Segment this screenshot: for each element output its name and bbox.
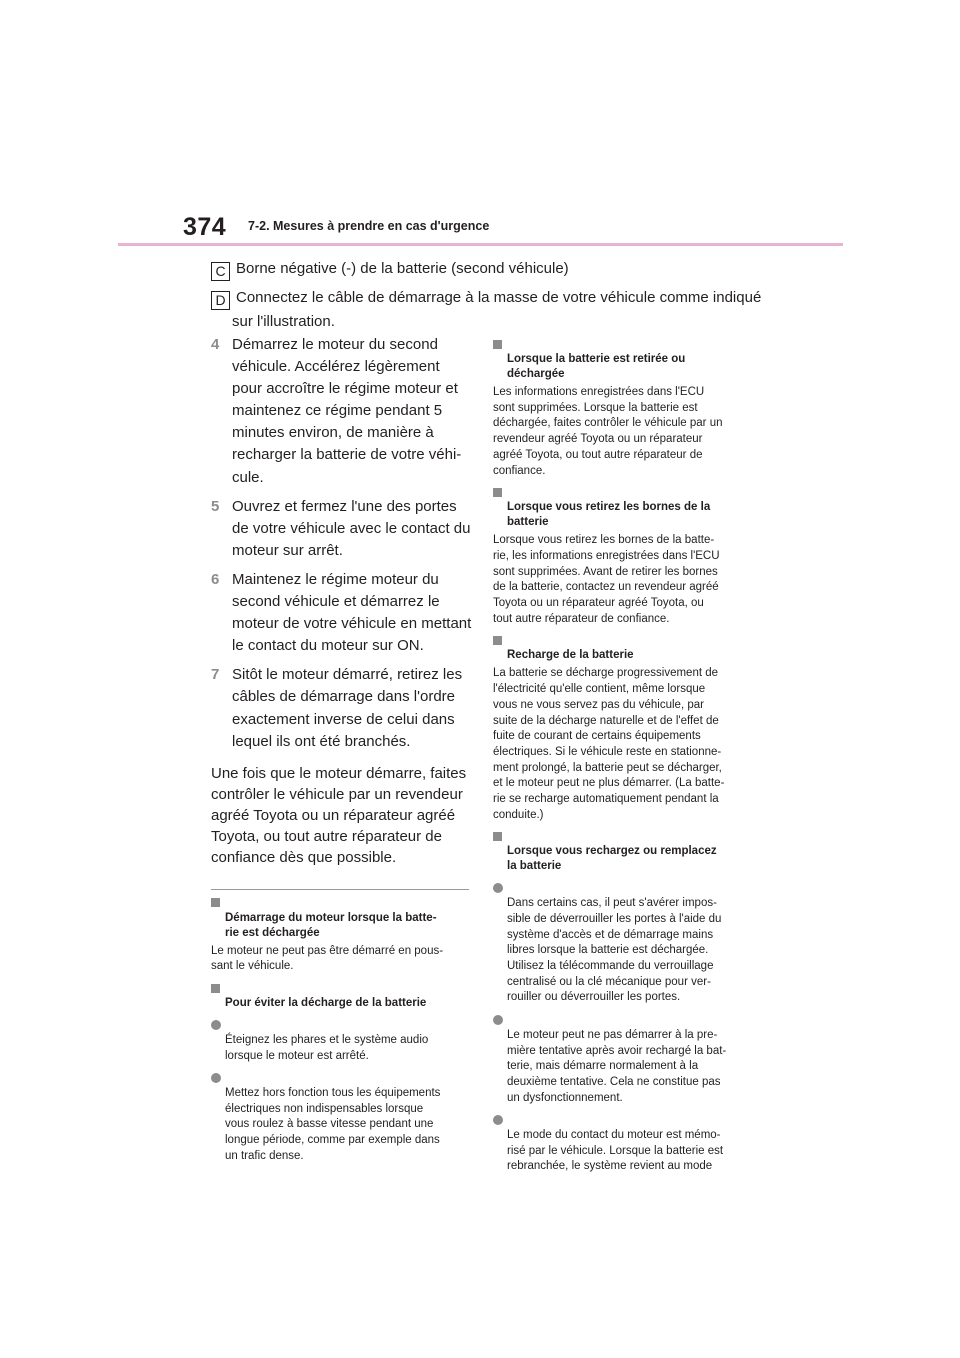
note-heading: Lorsque vous rechargez ou remplacez la batterie [493,829,755,874]
step-number: 7 [211,666,220,684]
bullet-item: Le moteur peut ne pas démarrer à la pre- mière tentative après avoir rechargé la bat- terie, mais démarre normalement à la deuxième tentative. Cela ne constitue pas un dysfonctionnement. [493,1012,755,1106]
note-body: La batterie se décharge progressivement de l'électricité qu'elle contient, même lorsque vous ne vous servez pas du véhicule, par suite de la décharge naturelle et de l'effet de fuite de courant de certains équipements électriques. Si le véhicule reste en stationne- ment prolongé, la batterie peut se décharger, et le moteur peut ne plus démarrer. (La batte- rie se recharge automatiquement pendant la conduite.) [493,667,725,821]
circle-bullet-icon [493,1115,503,1125]
note-heading: Recharge de la batterie [493,633,755,663]
circle-bullet-icon [493,883,503,893]
step-text: Sitôt le moteur démarré, retirez les câbles de démarrage dans l'ordre exactement inverse de celui dans lequel ils ont été branchés. [232,666,463,750]
note-heading: Démarrage du moteur lorsque la batte- rie est déchargée [211,896,473,941]
note-heading: Lorsque la batterie est retirée ou déchargée [493,337,755,382]
note-heading: Pour éviter la décharge de la batterie [211,981,473,1011]
step-number: 5 [211,497,220,515]
note-body: Les informations enregistrées dans l'ECU sont supprimées. Lorsque la batterie est déchargée, faites contrôler le véhicule par un revendeur agréé Toyota ou un réparateur agréé Toyota, ou tout autre réparateur de confiance. [493,386,723,477]
note-body: Le moteur ne peut pas être démarré en pous- sant le véhicule. [211,944,444,973]
square-bullet-icon [493,832,502,841]
square-bullet-icon [493,636,502,645]
ref-item-d [211,286,771,334]
note-heading: Lorsque vous retirez les bornes de la batterie [493,485,755,530]
section-divider [211,889,469,890]
header-rule [118,243,843,246]
ref-text-d: Connectez le câble de démarrage à la masse de votre véhicule comme indiqué [236,289,762,306]
page-number: 374 [183,213,227,241]
step-5 [211,496,473,562]
step-text: Démarrez le moteur du second véhicule. Accélérez légèrement pour accroître le régime moteur et maintenez ce régime pendant 5 minutes environ, de manière à recharger la batterie de votre véhi- cule. [232,336,462,486]
step-7 [211,664,473,752]
ref-text-c: Borne négative (-) de la batterie (second véhicule) [236,260,569,277]
bullet-item: Éteignez les phares et le système audio lorsque le moteur est arrêté. [211,1017,473,1064]
note-body: Lorsque vous retirez les bornes de la batte- rie, les informations enregistrées dans l'ECU sont supprimées. Avant de retirer les bornes de la batterie, contactez un revendeur agréé Toyota ou un réparateur agréé Toyota, ou tout autre réparateur de confiance. [493,534,720,625]
section-title: 7-2. Mesures à prendre en cas d'urgence [248,219,490,233]
bullet-item: Mettez hors fonction tous les équipements électriques non indispensables lorsque vous roulez à basse vitesse pendant une longue période, comme par exemple dans un trafic dense. [211,1070,473,1164]
square-bullet-icon [211,984,220,993]
closing-paragraph: Une fois que le moteur démarre, faites contrôler le véhicule par un revendeur agréé Toyota ou un réparateur agréé Toyota, ou tout autre réparateur de confiance dès que possible. [211,764,467,866]
step-text: Ouvrez et fermez l'une des portes de votre véhicule avec le contact du moteur sur arrêt. [232,497,471,559]
right-column [493,334,755,1175]
ref-label-d: D [211,291,230,310]
step-number: 6 [211,570,220,588]
circle-bullet-icon [493,1015,503,1025]
ref-text-d-continued: sur l'illustration. [232,313,335,330]
bullet-item: Dans certains cas, il peut s'avérer impos- sible de déverrouiller les portes à l'aide du système d'accès et de démarrage mains libres lorsque la batterie est déchargée. Utilisez la télécommande du verrouillage centralisé ou la clé mécanique pour ver- rouiller ou déverrouiller les portes. [493,880,755,1006]
ref-item-c [211,257,771,281]
square-bullet-icon [493,340,502,349]
square-bullet-icon [493,488,502,497]
square-bullet-icon [211,898,220,907]
step-number: 4 [211,336,220,353]
step-6 [211,569,473,657]
circle-bullet-icon [211,1020,221,1030]
ref-label-c: C [211,262,230,281]
bullet-item: Le mode du contact du moteur est mémo- risé par le véhicule. Lorsque la batterie est rebranchée, le système revient au mode [493,1112,755,1175]
circle-bullet-icon [211,1073,221,1083]
step-text: Maintenez le régime moteur du second véhicule et démarrez le moteur de votre véhicule en mettant le contact du moteur sur ON. [232,570,472,655]
left-column [211,334,473,1164]
step-4 [211,334,473,489]
